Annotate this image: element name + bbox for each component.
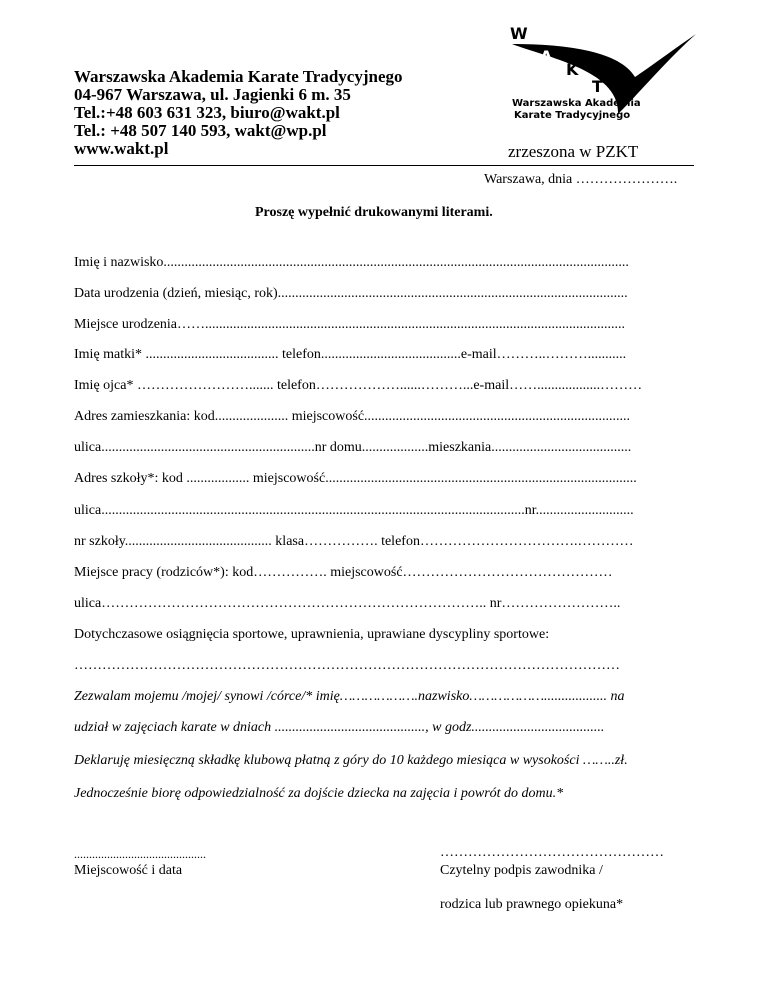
- wakt-logo: [500, 22, 700, 137]
- field-father: Imię ojca* ……………………....... telefon………………......………...e-mail……..................………: [74, 378, 643, 393]
- header-divider: [74, 165, 694, 166]
- signature-place-dots: ............................................: [74, 847, 206, 861]
- logo-letter-a: A: [540, 47, 553, 66]
- signature-place-label: Miejscowość i data: [74, 863, 183, 878]
- signature-sign-dots: …………………………………………: [440, 845, 664, 860]
- org-phone-2: Tel.: +48 507 140 593, wakt@wp.pl: [74, 121, 327, 140]
- field-achievements-label: Dotychczasowe osiągnięcia sportowe, uprawnienia, uprawiane dyscypliny sportowe:: [74, 627, 550, 642]
- consent-line-4: Jednocześnie biorę odpowiedzialność za dojście dziecka na zajęcia i powrót do domu.*: [74, 786, 564, 801]
- logo-letter-w: W: [510, 24, 528, 43]
- logo-line-1: Warszawska Akademia: [512, 98, 641, 109]
- field-birth-place: Miejsce urodzenia……........................................................................................................................: [74, 317, 626, 332]
- affiliation: zrzeszona w PZKT: [508, 142, 639, 161]
- consent-line-1: Zezwalam mojemu /mojej/ synowi /córce/* imię……………….nazwisko……………….................. na: [74, 689, 625, 704]
- field-school-street: ulica.........................................................................................................................nr............................: [74, 503, 634, 518]
- org-phone-1: Tel.:+48 603 631 323, biuro@wakt.pl: [74, 103, 340, 122]
- field-full-name: Imię i nazwisko.....................................................................................................................................: [74, 255, 629, 270]
- field-home-address: Adres zamieszkania: kod..................... miejscowość............................................................................: [74, 409, 631, 424]
- org-address: 04-967 Warszawa, ul. Jagienki 6 m. 35: [74, 85, 351, 104]
- signature-sign-label: Czytelny podpis zawodnika /: [440, 863, 603, 878]
- field-birth-date: Data urodzenia (dzień, miesiąc, rok)....................................................................................................: [74, 286, 628, 301]
- field-home-street: ulica.............................................................nr domu...................mieszkania........................................: [74, 440, 632, 455]
- field-school-number: nr szkoły.......................................... klasa……………. telefon…………………………….…………: [74, 534, 634, 549]
- org-name: Warszawska Akademia Karate Tradycyjnego: [74, 67, 403, 86]
- field-parents-work: Miejsce pracy (rodziców*): kod……………. miejscowość………………………………………: [74, 565, 613, 580]
- date-line: Warszawa, dnia ………………….: [484, 172, 678, 187]
- logo-line-2: Karate Tradycyjnego: [514, 110, 631, 121]
- field-achievements-line: ………………………………………………………………………………………………………: [74, 658, 620, 673]
- instruction: Proszę wypełnić drukowanymi literami.: [255, 205, 493, 220]
- consent-line-2: udział w zajęciach karate w dniach ..........................................., w godz......................................: [74, 720, 605, 735]
- field-work-street: ulica……………………………………………………………………….. nr……………………..: [74, 596, 621, 611]
- logo-letter-t: T: [592, 77, 603, 96]
- field-school-address: Adres szkoły*: kod .................. miejscowość.........................................................................................: [74, 471, 637, 486]
- field-mother: Imię matki* ...................................... telefon........................................e-mail………..………...........: [74, 347, 627, 362]
- signature-sign-label-2: rodzica lub prawnego opiekuna*: [440, 897, 624, 912]
- logo-letter-k: K: [566, 60, 579, 79]
- org-website: www.wakt.pl: [74, 139, 169, 158]
- consent-line-3: Deklaruję miesięczną składkę klubową płatną z góry do 10 każdego miesiąca w wysokości ……..zł.: [74, 753, 628, 768]
